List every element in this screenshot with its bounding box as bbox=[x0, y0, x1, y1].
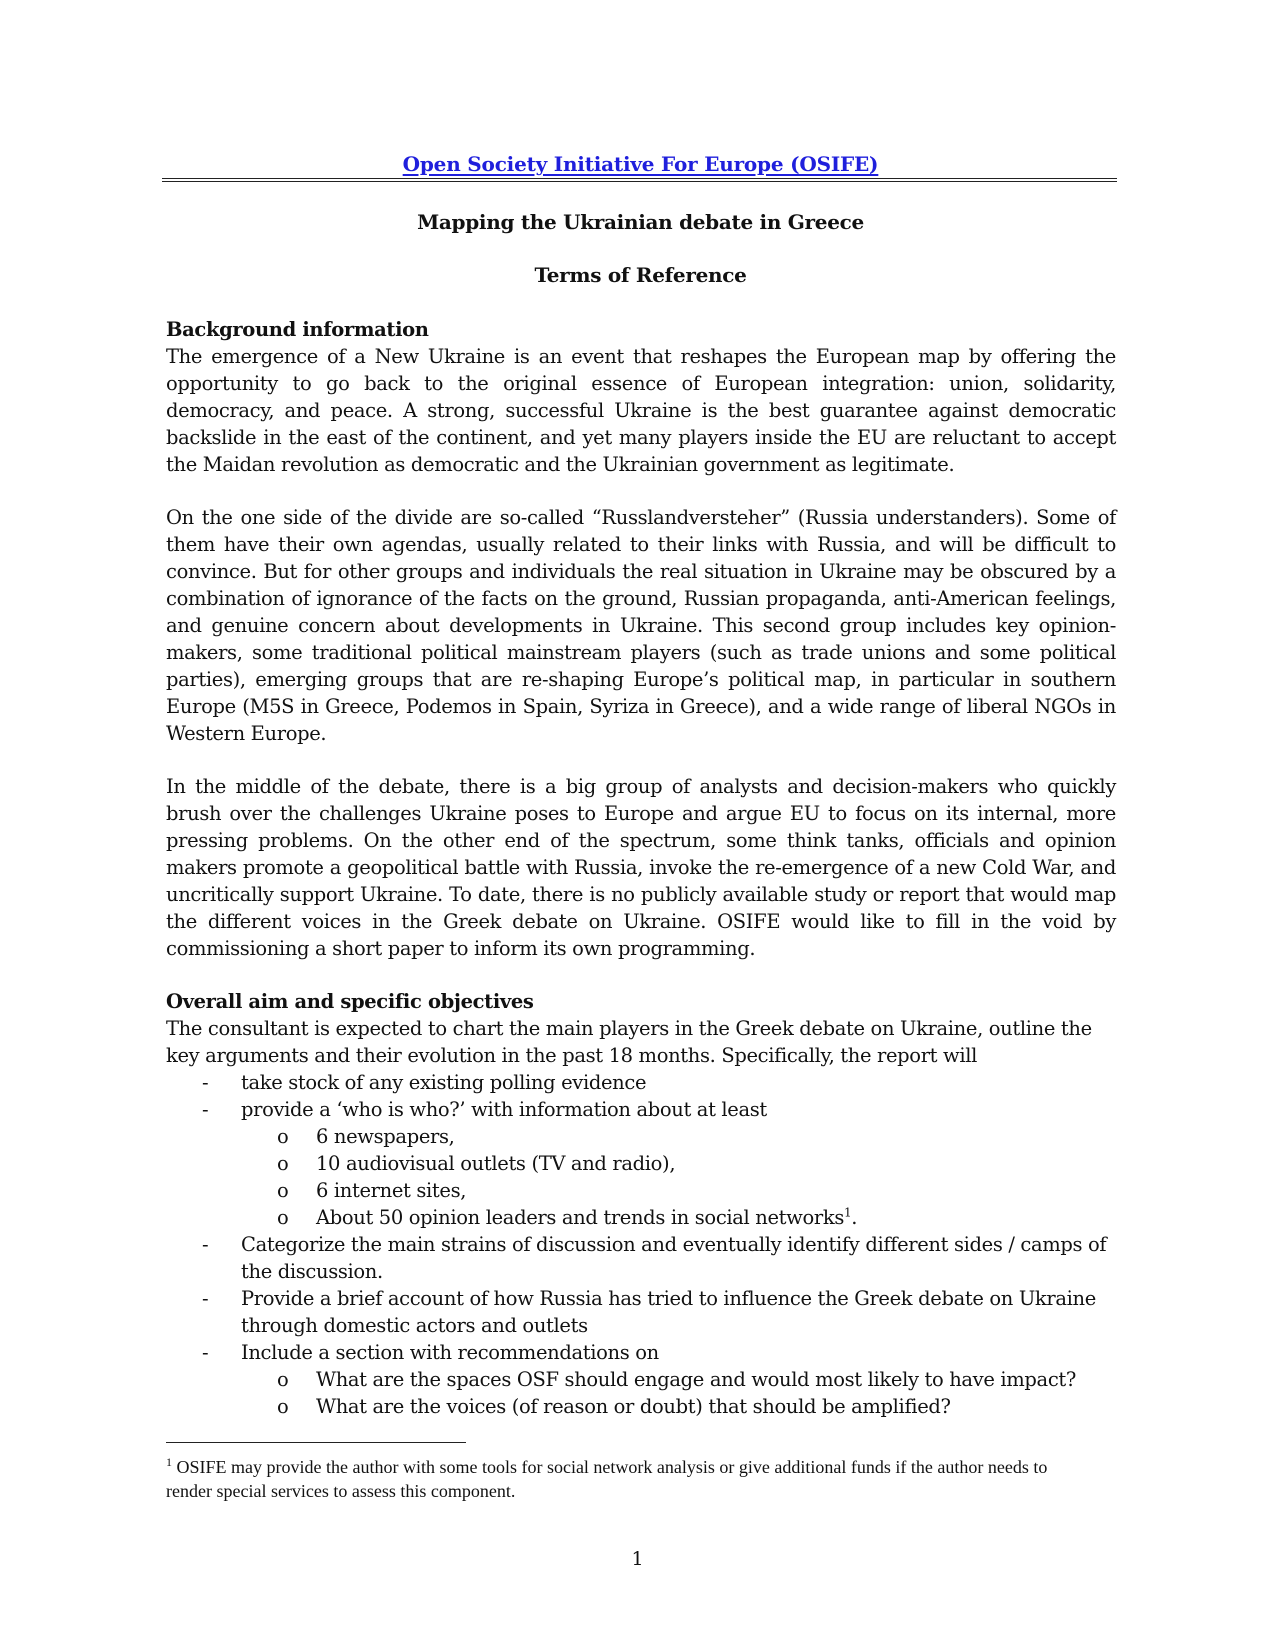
list-item-text: take stock of any existing polling evidence bbox=[241, 1071, 647, 1094]
recommendations-sublist bbox=[241, 1366, 1116, 1420]
header-rule-bottom bbox=[162, 181, 1117, 182]
sublist-item-text: 6 newspapers, bbox=[316, 1125, 455, 1148]
page-number: 1 bbox=[631, 1548, 644, 1570]
sublist-item-text: About 50 opinion leaders and trends in social networks bbox=[316, 1206, 844, 1229]
header-rule-top bbox=[162, 178, 1117, 179]
sublist-item bbox=[241, 1123, 1116, 1150]
background-paragraph-3: In the middle of the debate, there is a big group of analysts and decision-makers who quickly brush over the challenges Ukraine poses to Europe and argue EU to focus on its internal, more pressing problems. On the other end of the spectrum, some think tanks, officials and opinion makers promote a geopolitical battle with Russia, invoke the re-emergence of a new Cold War, and uncritically support Ukraine. To date, there is no publicly available study or report that would map the different voices in the Greek debate on Ukraine. OSIFE would like to fill in the void by commissioning a short paper to inform its own programming. bbox=[166, 775, 1116, 960]
document-subtitle: Terms of Reference bbox=[534, 263, 747, 287]
sublist-item bbox=[241, 1366, 1116, 1393]
dash-bullet: - bbox=[202, 1233, 209, 1256]
sublist-item-text: What are the voices (of reason or doubt) that should be amplified? bbox=[316, 1395, 951, 1418]
circle-bullet: o bbox=[277, 1179, 289, 1202]
organization-header: Open Society Initiative For Europe (OSIFE) bbox=[402, 152, 879, 176]
sublist-item bbox=[241, 1150, 1116, 1177]
background-heading: Background information bbox=[166, 318, 429, 341]
document-body bbox=[166, 316, 1116, 1420]
circle-bullet: o bbox=[277, 1395, 289, 1418]
sublist-item bbox=[241, 1393, 1116, 1420]
list-item-text: Include a section with recommendations on bbox=[241, 1341, 659, 1364]
sublist-item-end: . bbox=[851, 1206, 858, 1229]
list-item bbox=[166, 1339, 1116, 1420]
objectives-list bbox=[166, 1069, 1116, 1420]
footnote-separator bbox=[166, 1442, 466, 1443]
list-item-text: Categorize the main strains of discussion and eventually identify different sides / camps of the discussion. bbox=[241, 1233, 1107, 1283]
background-paragraph-1: The emergence of a New Ukraine is an event that reshapes the European map by offering the opportunity to go back to the original essence of European integration: union, solidarity, democracy, and peace. A strong, successful Ukraine is the best guarantee against democratic backslide in the east of the continent, and yet many players inside the EU are reluctant to accept the Maidan revolution as democratic and the Ukrainian government as legitimate. bbox=[166, 345, 1116, 476]
dash-bullet: - bbox=[202, 1098, 209, 1121]
circle-bullet: o bbox=[277, 1368, 289, 1391]
footnote bbox=[166, 1455, 1096, 1503]
sublist-item bbox=[241, 1177, 1116, 1204]
objectives-lead: The consultant is expected to chart the main players in the Greek debate on Ukraine, outline the key arguments and their evolution in the past 18 months. Specifically, the report will bbox=[166, 1017, 1092, 1067]
sublist-item-text: 10 audiovisual outlets (TV and radio), bbox=[316, 1152, 676, 1175]
footnote-number: 1 bbox=[166, 1455, 172, 1469]
list-item-text: Provide a brief account of how Russia has tried to influence the Greek debate on Ukraine through domestic actors and outlets bbox=[241, 1287, 1096, 1337]
sublist-item bbox=[241, 1204, 1116, 1231]
background-paragraph-2: On the one side of the divide are so-called “Russlandversteher” (Russia understanders). Some of them have their own agendas, usually related to their links with Russia, and will be difficult to convince. But for other groups and individuals the real situation in Ukraine may be obscured by a combination of ignorance of the facts on the ground, Russian propaganda, anti-American feelings, and genuine concern about developments in Ukraine. This second group includes key opinion-makers, some traditional political mainstream players (such as trade unions and some political parties), emerging groups that are re-shaping Europe’s political map, in particular in southern Europe (M5S in Greece, Podemos in Spain, Syriza in Greece), and a wide range of liberal NGOs in Western Europe. bbox=[166, 506, 1116, 745]
dash-bullet: - bbox=[202, 1341, 209, 1364]
sources-sublist bbox=[241, 1123, 1116, 1231]
list-item-text: provide a ‘who is who?’ with information about at least bbox=[241, 1098, 767, 1121]
list-item bbox=[166, 1096, 1116, 1231]
footnote-reference[interactable]: 1 bbox=[844, 1205, 852, 1220]
list-item bbox=[166, 1069, 1116, 1096]
document-title: Mapping the Ukrainian debate in Greece bbox=[417, 210, 864, 234]
footnote-text: OSIFE may provide the author with some tools for social network analysis or give additional funds if the author needs to render special services to assess this component. bbox=[166, 1457, 1048, 1501]
sublist-item-text: What are the spaces OSF should engage and would most likely to have impact? bbox=[316, 1368, 1076, 1391]
dash-bullet: - bbox=[202, 1287, 209, 1310]
dash-bullet: - bbox=[202, 1071, 209, 1094]
circle-bullet: o bbox=[277, 1152, 289, 1175]
list-item bbox=[166, 1231, 1116, 1285]
objectives-heading: Overall aim and specific objectives bbox=[166, 990, 534, 1013]
circle-bullet: o bbox=[277, 1125, 289, 1148]
circle-bullet: o bbox=[277, 1206, 289, 1229]
sublist-item-text: 6 internet sites, bbox=[316, 1179, 467, 1202]
list-item bbox=[166, 1285, 1116, 1339]
